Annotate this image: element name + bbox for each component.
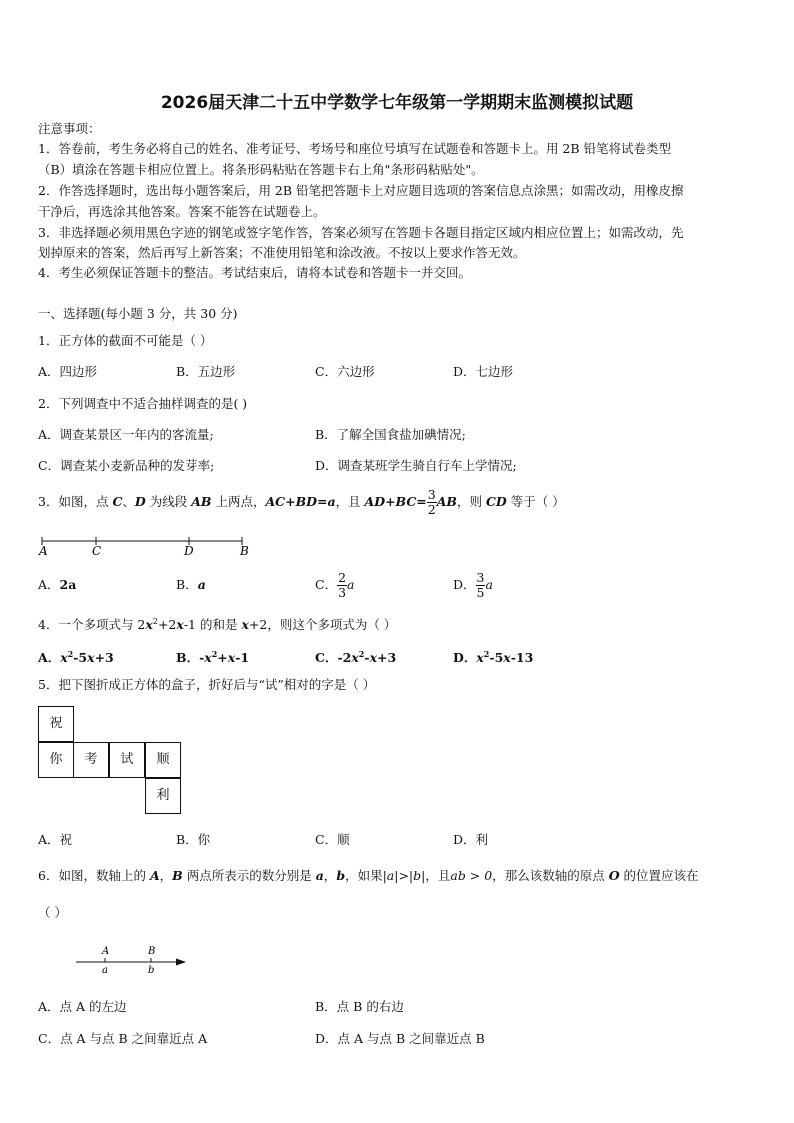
question-stem: 5．把下图折成正方体的盒子，折好后与“试”相对的字是（ ） [38, 677, 376, 692]
notice-line: 干净后，再选涂其他答案。答案不能答在试题卷上。 [38, 204, 326, 219]
number-line-figure [72, 942, 192, 976]
label-value-a: a [102, 965, 108, 976]
option-d: D．调查某班学生骑自行车上学情况; [315, 458, 517, 473]
notice-line: 划掉原来的答案，然后再写上新答案；不准使用铅笔和涂改液。不按以上要求作答无效。 [38, 245, 526, 260]
net-cell: 试 [109, 742, 145, 778]
fraction: $\frac{2}{3}$ [338, 570, 347, 600]
option-d: D．点 A 与点 B 之间靠近点 B [315, 1031, 485, 1046]
option-b: B．$-x^2+x-1$ [176, 649, 250, 666]
option-d: D．$x^2-5x-13$ [453, 649, 534, 666]
option-a: A．$x^2-5x+3$ [38, 649, 114, 666]
question-stem: 2．下列调查中不适合抽样调查的是( ) [38, 396, 248, 411]
notice-line: 2．作答选择题时，选出每小题答案后，用 2B 铅笔把答题卡上对应题目选项的答案信息点涂黑；如需改动，用橡皮擦 [38, 183, 684, 198]
option-a: A．点 A 的左边 [38, 999, 127, 1014]
option-a: A．2a [38, 577, 77, 592]
notice-line: 3．非选择题必须用黑色字迹的钢笔或签字笔作答，答案必须写在答题卡各题目指定区域内相应位置上；如需改动，先 [38, 225, 684, 240]
option-a: A．调查某景区一年内的客流量; [38, 427, 214, 442]
option-c: C．调查某小麦新品种的发芽率; [38, 458, 215, 473]
net-cell: 考 [73, 742, 109, 778]
option-b: B．你 [176, 832, 211, 847]
option-d: D． $\frac{3}{5}$ a [453, 570, 493, 600]
segment-figure [36, 535, 256, 557]
label-point-b: B [148, 946, 156, 957]
option-d: D．七边形 [453, 364, 514, 379]
label-a: A [39, 544, 48, 557]
arrow-icon [176, 959, 186, 966]
label-value-b: b [148, 965, 155, 976]
net-cell: 祝 [38, 706, 74, 742]
fraction: $\frac{3}{2}$ [427, 487, 436, 517]
section-heading: 一、选择题(每小题 3 分，共 30 分) [38, 306, 238, 321]
option-a: A．四边形 [38, 364, 98, 379]
net-cell: 利 [145, 778, 181, 814]
label-b: B [240, 544, 249, 557]
page-title: 2026届天津二十五中学数学七年级第一学期期末监测模拟试题 [160, 93, 634, 113]
question-stem: 1．正方体的截面不可能是（ ） [38, 333, 213, 348]
notice-heading: 注意事项： [38, 121, 101, 136]
notice-line: （B）填涂在答题卡相应位置上。将条形码粘贴在答题卡右上角"条形码粘贴处"。 [38, 162, 484, 177]
option-c: C．$-2x^2-x+3$ [315, 649, 397, 666]
option-b: B．a [176, 577, 206, 592]
question-stem-cont: （ ） [38, 905, 67, 920]
net-cell: 顺 [145, 742, 181, 778]
option-a: A．祝 [38, 832, 73, 847]
option-b: B．五边形 [176, 364, 236, 379]
label-d: D [184, 544, 194, 557]
option-c: C．点 A 与点 B 之间靠近点 A [38, 1031, 208, 1046]
option-c: C．顺 [315, 832, 350, 847]
question-stem: 3．如图，点 C、D 为线段 AB 上两点，AC+BD=a，且 AD+BC= $\frac{3}{2}$ AB，则 CD 等于（ ） [38, 487, 565, 517]
label-c: C [92, 544, 102, 557]
label-point-a: A [102, 946, 110, 957]
fraction: $\frac{3}{5}$ [476, 570, 485, 600]
question-stem: 6．如图，数轴上的 A，B 两点所表示的数分别是 a，b，如果|a|>|b|，且ab > 0，那么该数轴的原点 O 的位置应该在 [38, 868, 699, 883]
net-cell: 你 [38, 742, 74, 778]
option-b: B．了解全国食盐加碘情况; [315, 427, 466, 442]
option-c: C． $\frac{2}{3}$ a [315, 570, 355, 600]
option-b: B．点 B 的右边 [315, 999, 404, 1014]
notice-line: 1．答卷前，考生务必将自己的姓名、准考证号、考场号和座位号填写在试题卷和答题卡上。用 2B 铅笔将试卷类型 [38, 141, 672, 156]
question-stem: 4．一个多项式与 $2x^2+2x-1$ 的和是 x+2，则这个多项式为（ ） [38, 617, 397, 633]
notice-line: 4．考生必须保证答题卡的整洁。考试结束后，请将本试卷和答题卡一并交回。 [38, 265, 471, 280]
option-d: D．利 [453, 832, 489, 847]
option-c: C．六边形 [315, 364, 375, 379]
